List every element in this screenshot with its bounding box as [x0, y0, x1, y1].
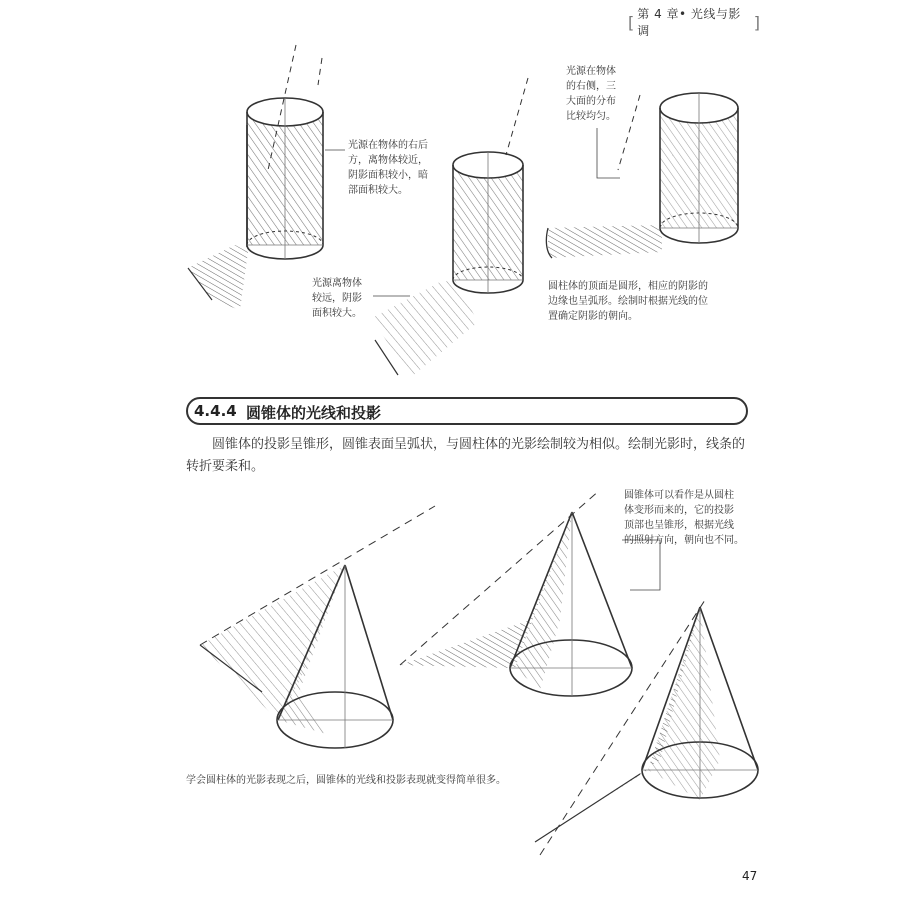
annotation-line: 边缘也呈弧形。绘制时根据光线的位 — [548, 296, 708, 307]
annotation-line: 大面的分布 — [566, 96, 616, 107]
annotation-cone — [624, 488, 744, 548]
leader-line-3 — [597, 128, 620, 178]
annotation-cylinder-3-top — [566, 64, 616, 124]
annotation-cylinder-1 — [348, 138, 428, 198]
annotation-line: 比较均匀。 — [566, 111, 616, 122]
annotation-line: 部面积较大。 — [348, 185, 408, 196]
annotation-line: 光源在物体的右后 — [348, 140, 428, 151]
body-paragraph: 圆锥体的投影呈锥形，圆锥表面呈弧状，与圆柱体的光影绘制较为相似。绘制光影时，线条的转折要柔和。 — [186, 437, 746, 474]
annotation-cylinder-2 — [312, 276, 362, 321]
section-number: 4.4.4 — [194, 402, 237, 420]
annotation-line: 顶部也呈锥形，根据光线 — [624, 520, 734, 531]
figure-caption: 学会圆柱体的光影表现之后，圆锥体的光线和投影表现就变得简单很多。 — [186, 775, 506, 786]
header-bracket-right: ] — [753, 12, 760, 32]
annotation-line: 置确定阴影的朝向。 — [548, 311, 638, 322]
cylinder-sketch-1 — [188, 45, 323, 310]
annotation-line: 体变形而来的，它的投影 — [624, 505, 734, 516]
cone-sketch-3 — [535, 600, 758, 855]
annotation-cylinder-3-bottom — [548, 279, 708, 324]
cone-sketch-2 — [400, 490, 632, 696]
cone-sketch-1 — [200, 506, 435, 748]
annotation-line: 的照射方向，朝向也不同。 — [624, 535, 744, 546]
annotation-line: 光源在物体 — [566, 66, 616, 77]
annotation-line: 圆柱体的顶面是圆形，相应的阴影的 — [548, 281, 708, 292]
header-bracket-left: [ — [628, 12, 635, 32]
section-heading — [186, 397, 748, 425]
annotation-line: 面积较大。 — [312, 308, 362, 319]
annotation-line: 阴影面积较小，暗 — [348, 170, 428, 181]
annotation-line: 较远，阴影 — [312, 293, 362, 304]
header-text: 第 4 章• 光线与影调 — [637, 7, 741, 38]
annotation-line: 的右侧，三 — [566, 81, 616, 92]
annotation-line: 方，离物体较近， — [348, 155, 428, 166]
cylinder-sketch-2 — [372, 78, 528, 378]
annotation-line: 圆锥体可以看作是从圆柱 — [624, 490, 734, 501]
annotation-line: 光源离物体 — [312, 278, 362, 289]
section-title: 圆锥体的光线和投影 — [246, 404, 382, 422]
page-number: 47 — [742, 869, 758, 883]
